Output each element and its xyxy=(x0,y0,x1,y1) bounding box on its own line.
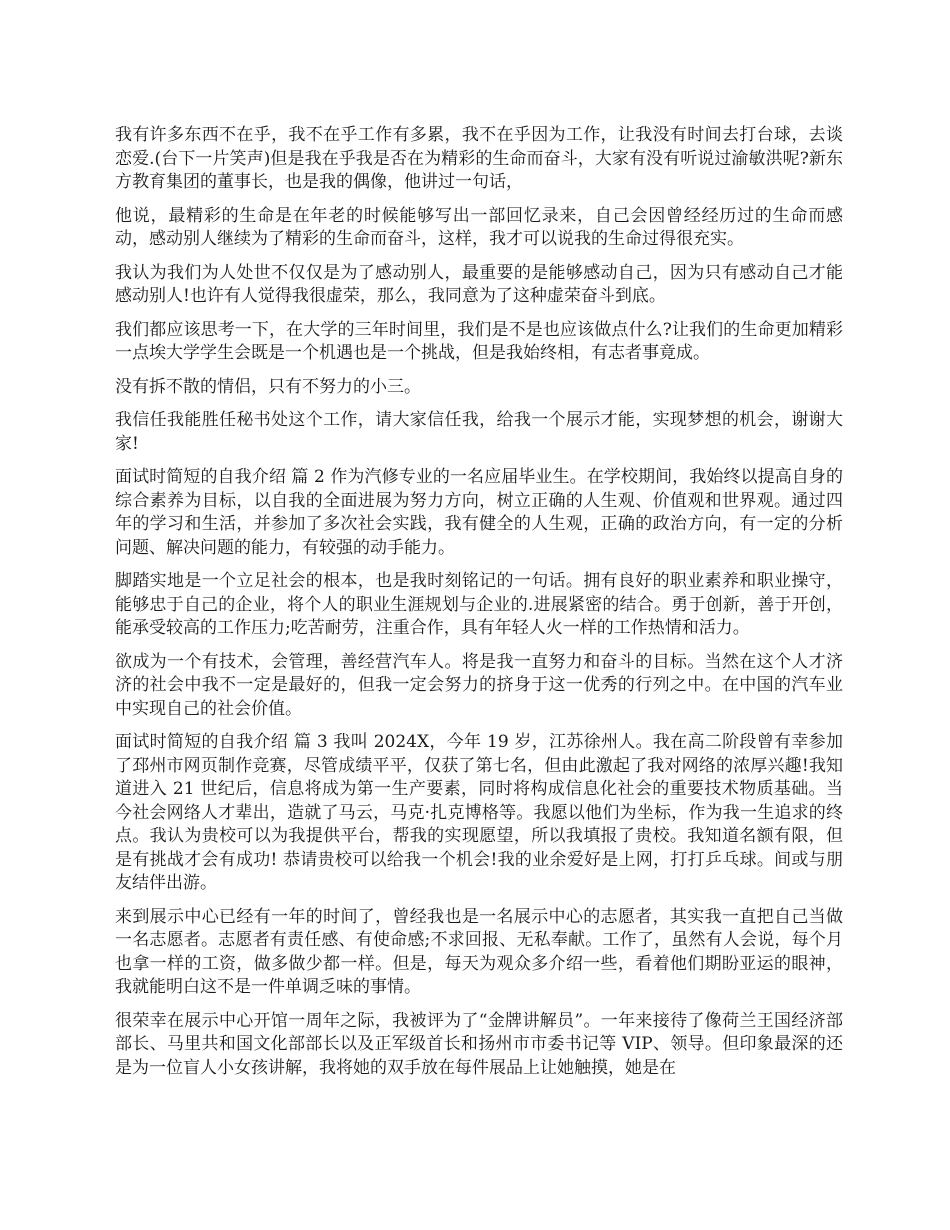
paragraph-9: 欲成为一个有技术，会管理，善经营汽车人。将是我一直努力和奋斗的目标。当然在这个人才济济的社会中我不一定是最好的，但我一定会努力的挤身于这一优秀的行列之中。在中国的汽车业中实现自己的社会价值。 xyxy=(115,651,843,719)
paragraph-5: 没有拆不散的情侣，只有不努力的小三。 xyxy=(115,376,421,397)
paragraph-10: 面试时简短的自我介绍 篇 3 我叫 2024X，今年 19 岁，江苏徐州人。我在高二阶段曾有幸参加了邳州市网页制作竞赛，尽管成绩平平，仅获了第七名，但由此激起了我对网络的浓厚兴趣!我知道进入 21 世纪后，信息将成为第一生产要素，同时将构成信息化社会的重要技术物质基础。当今社会网络人才辈出，造就了马云，马克·扎克博格等。我愿以他们为坐标，作为我一生追求的终点。我认为贵校可以为我提供平台，帮我的实现愿望，所以我填报了贵校。我知道名额有限，但是有挑战才会有成功! 恭请贵校可以给我一个机会!我的业余爱好是上网，打打乒乓球。间或与朋友结伴出游。 xyxy=(115,732,843,893)
paragraph-7: 面试时简短的自我介绍 篇 2 作为汽修专业的一名应届毕业生。在学校期间，我始终以提高自身的综合素养为目标，以自我的全面进展为努力方向，树立正确的人生观、价值观和世界观。通过四年的学习和生活，并参加了多次社会实践，我有健全的人生观，正确的政治方向，有一定的分析问题、解决问题的能力，有较强的动手能力。 xyxy=(115,467,843,558)
paragraph-1: 我有许多东西不在乎，我不在乎工作有多累，我不在乎因为工作，让我没有时间去打台球，去谈恋爱.(台下一片笑声)但是我在乎我是否在为精彩的生命而奋斗，大家有没有听说过渝敏洪呢?新东方教育集团的董事长，也是我的偶像，他讲过一句话， xyxy=(115,125,843,192)
document-body xyxy=(115,124,843,1090)
paragraph-8: 脚踏实地是一个立足社会的根本，也是我时刻铭记的一句话。拥有良好的职业素养和职业操守，能够忠于自己的企业，将个人的职业生涯规划与企业的.进展紧密的结合。勇于创新，善于开创，能承受较高的工作压力;吃苦耐劳，注重合作，具有年轻人火一样的工作热情和活力。 xyxy=(115,571,843,638)
paragraph-6: 我信任我能胜任秘书处这个工作，请大家信任我，给我一个展示才能，实现梦想的机会，谢谢大家! xyxy=(115,410,843,454)
paragraph-12: 很荣幸在展示中心开馆一周年之际，我被评为了“金牌讲解员”。一年来接待了像荷兰王国经济部部长、马里共和国文化部部长以及正军级首长和扬州市市委书记等 VIP、领导。但印象最深的还是为一位盲人小女孩讲解，我将她的双手放在每件展品上让她触摸，她是在 xyxy=(115,1010,843,1078)
paragraph-11: 来到展示中心已经有一年的时间了，曾经我也是一名展示中心的志愿者，其实我一直把自己当做一名志愿者。志愿者有责任感、有使命感;不求回报、无私奉献。工作了，虽然有人会说，每个月也拿一样的工资，做多做少都一样。但是，每天为观众多介绍一些，看着他们期盼亚运的眼神，我就能明白这不是一件单调乏味的事情。 xyxy=(115,906,843,997)
paragraph-3: 我认为我们为人处世不仅仅是为了感动别人，最重要的是能够感动自己，因为只有感动自己才能感动别人!也许有人觉得我很虚荣，那么，我同意为了这种虚荣奋斗到底。 xyxy=(115,262,843,306)
paragraph-4: 我们都应该思考一下，在大学的三年时间里，我们是不是也应该做点什么?让我们的生命更加精彩一点埃大学学生会既是一个机遇也是一个挑战，但是我始终相，有志者事竟成。 xyxy=(115,319,843,363)
paragraph-2: 他说，最精彩的生命是在年老的时候能够写出一部回忆录来，自己会因曾经经历过的生命而感动，感动别人继续为了精彩的生命而奋斗，这样，我才可以说我的生命过得很充实。 xyxy=(115,205,843,249)
